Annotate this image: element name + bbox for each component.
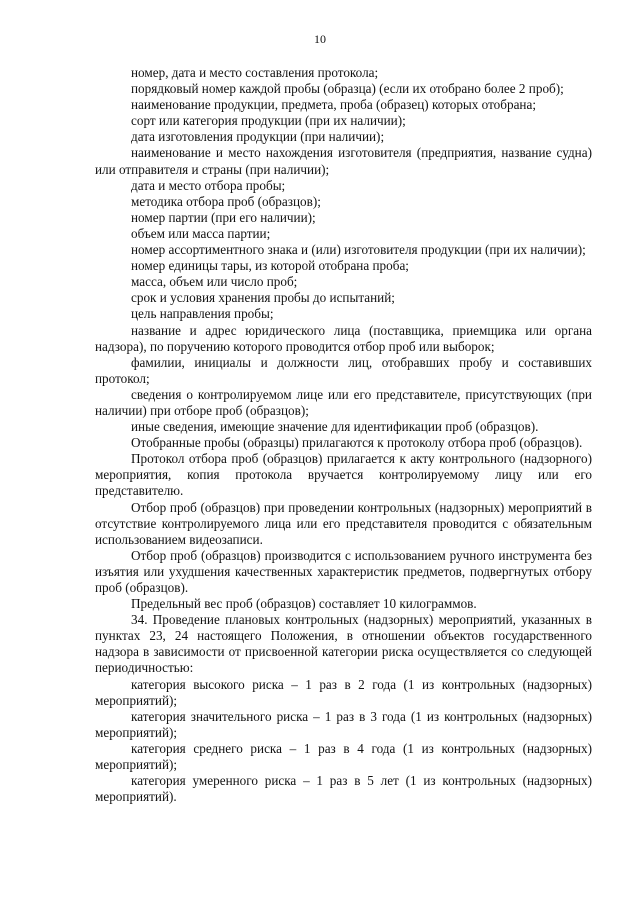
paragraph: Протокол отбора проб (образцов) прилагается к акту контрольного (надзорного) мероприятия, копия протокола вручается контролируемому лицу или его представителю. <box>95 451 592 499</box>
paragraph: масса, объем или число проб; <box>131 274 298 290</box>
paragraph: Предельный вес проб (образцов) составляет 10 килограммов. <box>131 596 477 612</box>
paragraph: Отбор проб (образцов) производится с использованием ручного инструмента без изъятия или ухудшения качественных характеристик предметов, подвергнутых отбору проб (образцов). <box>95 547 592 595</box>
paragraph: категория значительного риска – 1 раз в 3 года (1 из контрольных (надзорных) мероприятий); <box>95 708 592 740</box>
paragraph: объем или масса партии; <box>131 225 271 241</box>
paragraph: наименование и место нахождения изготовителя (предприятия, название судна) или отправителя и страны (при наличии); <box>95 145 592 177</box>
paragraph: 34. Проведение плановых контрольных (надзорных) мероприятий, указанных в пунктах 23, 24 настоящего Положения, в отношении объектов государственного надзора в зависимости от присвоенной категории риска осуществляется со следующей периодичностью: <box>95 612 592 676</box>
paragraph: категория высокого риска – 1 раз в 2 года (1 из контрольных (надзорных) мероприятий); <box>95 676 592 708</box>
paragraph: Отобранные пробы (образцы) прилагаются к протоколу отбора проб (образцов). <box>131 435 583 451</box>
paragraph: фамилии, инициалы и должности лиц, отобравших пробу и составивших протокол; <box>95 354 592 386</box>
paragraph: наименование продукции, предмета, проба (образец) которых отобрана; <box>131 97 537 113</box>
paragraph: номер партии (при его наличии); <box>131 209 316 225</box>
paragraph: категория умеренного риска – 1 раз в 5 лет (1 из контрольных (надзорных) мероприятий). <box>95 773 592 805</box>
paragraph: срок и условия хранения пробы до испытаний; <box>131 290 395 306</box>
paragraph: дата изготовления продукции (при наличии); <box>131 129 385 145</box>
document-body <box>95 65 592 805</box>
paragraph: порядковый номер каждой пробы (образца) (если их отобрано более 2 проб); <box>131 81 564 97</box>
paragraph: сведения о контролируемом лице или его представителе, присутствующих (при наличии) при отборе проб (образцов); <box>95 386 592 418</box>
paragraph: Отбор проб (образцов) при проведении контрольных (надзорных) мероприятий в отсутствие контролируемого лица или его представителя проводится с обязательным использованием видеозаписи. <box>95 499 592 547</box>
paragraph: номер, дата и место составления протокола; <box>131 65 379 80</box>
paragraph: номер единицы тары, из которой отобрана проба; <box>131 258 409 274</box>
page-number: 10 <box>314 32 326 46</box>
paragraph: название и адрес юридического лица (поставщика, приемщика или органа надзора), по поручению которого проводится отбор проб или выборок; <box>95 322 592 354</box>
paragraph: методика отбора проб (образцов); <box>131 193 321 209</box>
paragraph: номер ассортиментного знака и (или) изготовителя продукции (при их наличии); <box>131 242 586 258</box>
paragraph: дата и место отбора пробы; <box>131 177 286 193</box>
paragraph: сорт или категория продукции (при их наличии); <box>131 113 406 129</box>
paragraph: цель направления пробы; <box>131 306 274 322</box>
paragraph: категория среднего риска – 1 раз в 4 года (1 из контрольных (надзорных) мероприятий); <box>95 740 592 773</box>
paragraph: иные сведения, имеющие значение для идентификации проб (образцов). <box>131 419 539 435</box>
